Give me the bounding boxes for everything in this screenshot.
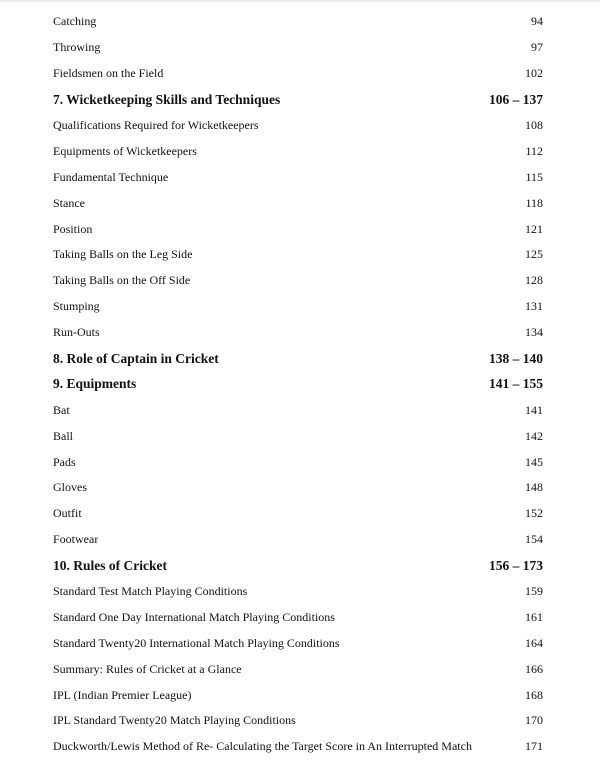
toc-entry-title: Standard Test Match Playing Conditions xyxy=(53,584,248,599)
toc-entry-page: 170 xyxy=(525,713,543,728)
toc-entry-title: Throwing xyxy=(53,40,101,55)
toc-entry-title: IPL Standard Twenty20 Match Playing Conditions xyxy=(53,713,296,728)
toc-entry xyxy=(53,190,543,216)
toc-entry-page: 141 xyxy=(525,402,543,417)
toc-entry-title: IPL (Indian Premier League) xyxy=(53,687,192,702)
toc-entry xyxy=(53,294,543,320)
toc-entry-page: 108 xyxy=(525,118,543,132)
toc-entry-title: Stance xyxy=(53,195,85,210)
toc-entry-page: 159 xyxy=(525,584,543,599)
toc-entry xyxy=(53,164,543,190)
toc-entry-title: 8. Role of Captain in Cricket xyxy=(53,350,219,366)
toc-entry-page: 142 xyxy=(525,428,543,443)
toc-entry xyxy=(53,475,543,501)
toc-entry-page: 168 xyxy=(525,687,543,702)
toc-entry xyxy=(53,268,543,294)
toc-entry-page: 102 xyxy=(525,66,543,81)
toc-entry xyxy=(53,61,543,87)
toc-entry-title: Run-Outs xyxy=(53,325,100,340)
toc-entry xyxy=(53,527,543,553)
toc-entry-title: Outfit xyxy=(53,506,82,521)
toc-chapter-heading xyxy=(53,346,543,372)
toc-entry-page: 156 – 173 xyxy=(489,557,543,573)
toc-entry-page: 148 xyxy=(525,480,543,495)
toc-entry-page: 164 xyxy=(525,635,543,650)
toc-entry-title: 9. Equipments xyxy=(53,376,137,392)
toc-entry-title: Taking Balls on the Leg Side xyxy=(53,247,193,262)
toc-entry xyxy=(53,656,543,682)
toc-entry-title: Summary: Rules of Cricket at a Glance xyxy=(53,661,242,676)
toc-entry-page: 154 xyxy=(525,532,543,547)
toc-entry xyxy=(53,35,543,61)
toc-entry-page: 115 xyxy=(525,169,543,184)
toc-entry xyxy=(53,138,543,164)
toc-entry-page: 94 xyxy=(531,14,543,29)
toc-entry xyxy=(53,604,543,630)
toc-entry-page: 161 xyxy=(525,609,543,624)
toc-entry-title: Fundamental Technique xyxy=(53,169,169,184)
toc-entry-page: 112 xyxy=(525,143,543,158)
toc-entry xyxy=(53,579,543,605)
toc-entry-page: 125 xyxy=(525,247,543,262)
toc-entry-title: Duckworth/Lewis Method of Re- Calculating the Target Score in An Interrupted Match xyxy=(53,739,472,754)
toc-entry xyxy=(53,242,543,268)
toc-entry xyxy=(53,449,543,475)
toc-entry-title: Ball xyxy=(53,428,73,443)
toc-entry xyxy=(53,734,543,760)
toc-entry xyxy=(53,397,543,423)
toc-entry-page: 121 xyxy=(525,221,543,236)
toc-entry-title: 10. Rules of Cricket xyxy=(53,557,167,573)
toc-entry-page: 152 xyxy=(525,506,543,521)
toc-entry xyxy=(53,630,543,656)
toc-entry-page: 134 xyxy=(525,325,543,340)
toc-entry xyxy=(53,501,543,527)
toc-entry-title: Gloves xyxy=(53,480,87,495)
toc-entry-title: Equipments of Wicketkeepers xyxy=(53,143,197,158)
toc-entry-title: Bat xyxy=(53,402,70,417)
toc-entry-page: 118 xyxy=(525,195,543,210)
toc-entry-page: 166 xyxy=(525,661,543,676)
toc-entry xyxy=(53,423,543,449)
toc-chapter-heading xyxy=(53,553,543,579)
table-of-contents xyxy=(53,9,543,760)
toc-entry-title: Taking Balls on the Off Side xyxy=(53,273,191,288)
toc-chapter-heading xyxy=(53,87,543,113)
top-divider xyxy=(0,0,600,2)
toc-entry-page: 141 – 155 xyxy=(489,376,543,392)
toc-entry-title: Stumping xyxy=(53,299,100,314)
toc-entry-page: 171 xyxy=(525,739,543,754)
toc-entry xyxy=(53,708,543,734)
toc-entry xyxy=(53,216,543,242)
toc-entry-page: 131 xyxy=(525,299,543,314)
toc-entry-title: Fieldsmen on the Field xyxy=(53,66,164,81)
toc-entry-title: Catching xyxy=(53,14,97,29)
toc-entry-title: Standard Twenty20 International Match Playing Conditions xyxy=(53,635,340,650)
toc-entry-page: 106 – 137 xyxy=(489,91,543,107)
toc-entry-title: 7. Wicketkeeping Skills and Techniques xyxy=(53,91,281,107)
toc-entry xyxy=(53,320,543,346)
toc-entry-page: 97 xyxy=(531,40,543,55)
toc-entry xyxy=(53,9,543,35)
toc-entry-page: 145 xyxy=(525,454,543,469)
toc-entry xyxy=(53,113,543,139)
toc-chapter-heading xyxy=(53,371,543,397)
toc-entry-title: Qualifications Required for Wicketkeepers xyxy=(53,118,259,132)
toc-entry-page: 128 xyxy=(525,273,543,288)
toc-entry-title: Standard One Day International Match Playing Conditions xyxy=(53,609,335,624)
toc-entry-page: 138 – 140 xyxy=(489,350,543,366)
toc-entry xyxy=(53,682,543,708)
toc-entry-title: Footwear xyxy=(53,532,99,547)
toc-entry-title: Pads xyxy=(53,454,76,469)
toc-entry-title: Position xyxy=(53,221,93,236)
